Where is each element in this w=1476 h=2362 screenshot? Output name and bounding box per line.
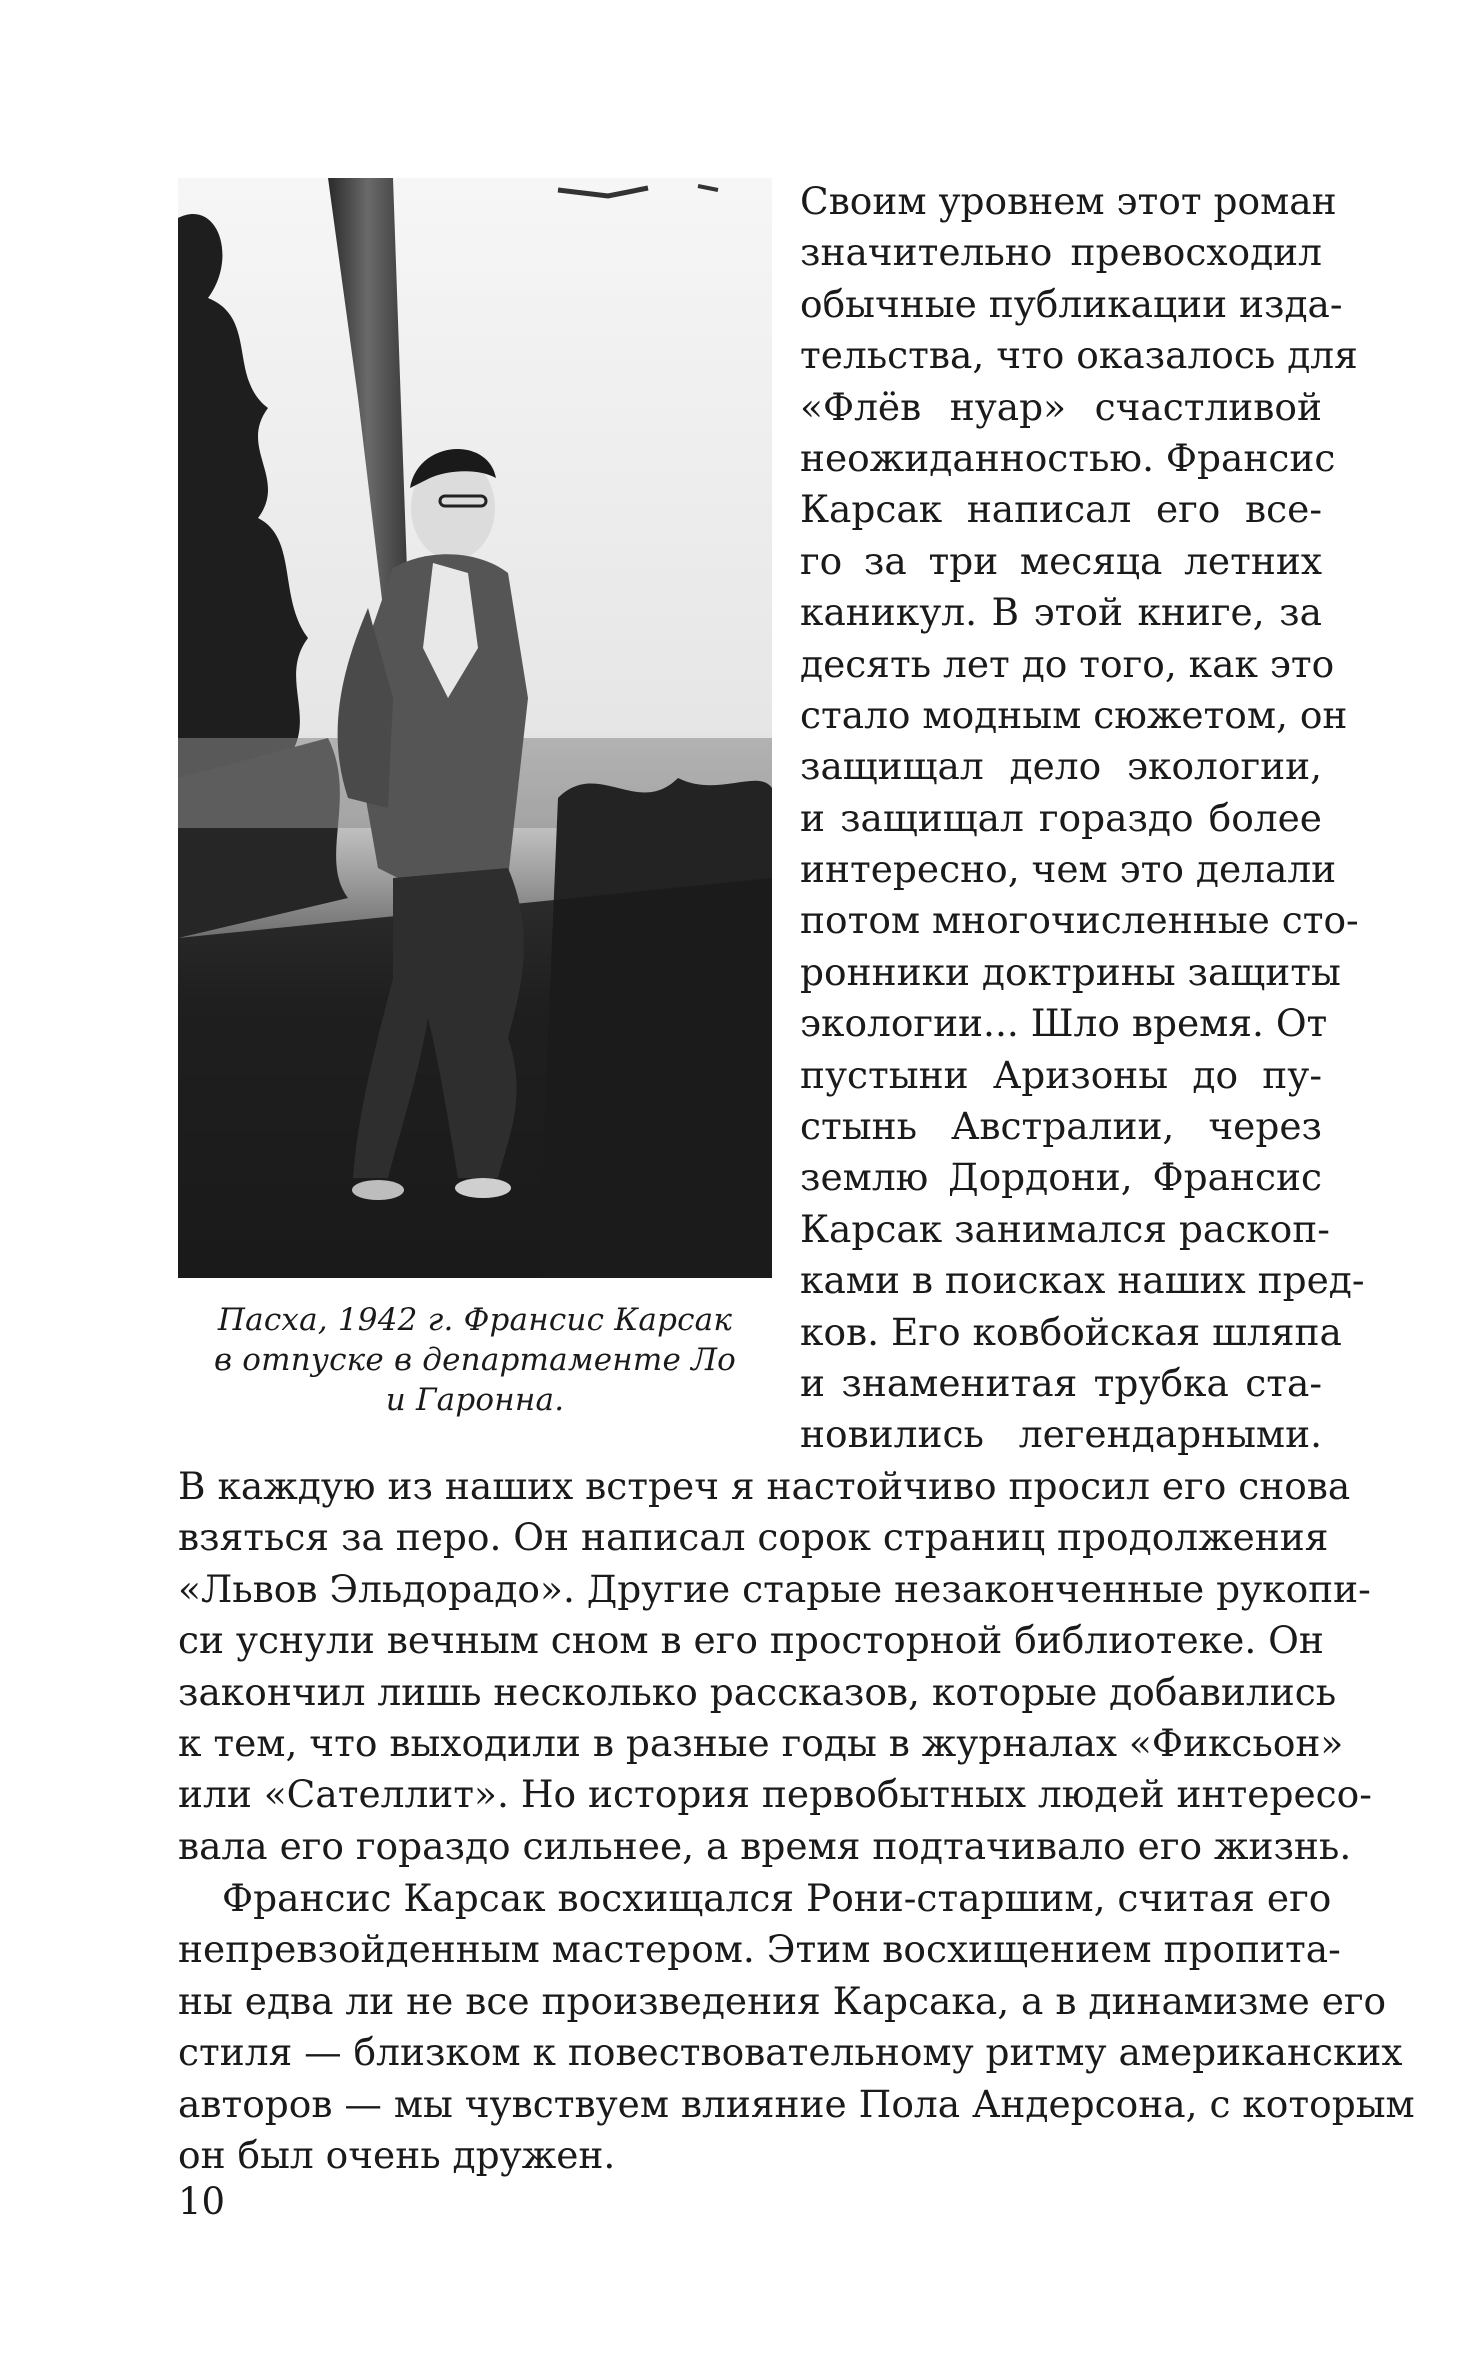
text-line: закончил лишь несколько рассказов, которые добавились	[178, 1669, 1337, 1714]
text-line: обычные публикации изда-	[800, 281, 1343, 326]
caption-line: в отпуске в департаменте Ло	[213, 1342, 737, 1378]
text-line: интересно, чем это делали	[800, 847, 1337, 892]
text-line: и знаменитая трубка ста-	[800, 1360, 1322, 1405]
text-line: стынь Австралии, через	[800, 1104, 1322, 1149]
text-line: он был очень дружен.	[178, 2132, 616, 2177]
text-line: новились легендарными.	[800, 1412, 1322, 1457]
text-line: тельства, что оказалось для	[800, 333, 1358, 378]
text-line: Своим уровнем этот роман	[800, 179, 1337, 223]
paragraph-1	[178, 1461, 1372, 1872]
text-line: Карсак написал его все-	[800, 487, 1322, 532]
text-line: авторов — мы чувствуем влияние Пола Андерсона, с которым	[178, 2081, 1415, 2126]
text-line: неожиданностью. Франсис	[800, 435, 1336, 480]
portrait-photo	[178, 178, 772, 1278]
text-line: десять лет до того, как это	[800, 641, 1335, 686]
text-line: ков. Его ковбойская шляпа	[800, 1309, 1342, 1354]
text-line: к тем, что выходили в разные годы в журналах «Фиксьон»	[178, 1720, 1344, 1765]
text-line: потом многочисленные сто-	[800, 898, 1359, 943]
text-line: или «Сателлит». Но история первобытных людей интересо-	[178, 1772, 1372, 1817]
text-line: си уснули вечным сном в его просторной библиотеке. Он	[178, 1618, 1324, 1663]
text-line: Франсис Карсак восхищался Рони-старшим, считая его	[222, 1876, 1332, 1920]
text-line: непревзойденным мастером. Этим восхищением пропита-	[178, 1927, 1341, 1972]
text-line: стало модным сюжетом, он	[800, 692, 1348, 737]
text-line: ронники доктрины защиты	[800, 949, 1341, 994]
text-line: ками в поисках наших пред-	[800, 1258, 1365, 1303]
text-line: «Флёв нуар» счастливой	[800, 384, 1322, 429]
paragraph-2	[178, 1873, 1415, 2181]
text-line: вала его гораздо сильнее, а время подтачивало его жизнь.	[178, 1823, 1352, 1868]
caption-line: и Гаронна.	[385, 1382, 565, 1418]
photo-caption	[178, 1300, 772, 1420]
text-line: каникул. В этой книге, за	[800, 590, 1322, 635]
caption-line: Пасха, 1942 г. Франсис Карсак	[217, 1302, 733, 1338]
text-line: стиля — близком к повествовательному ритму американских	[178, 2030, 1403, 2075]
text-line: В каждую из наших встреч я настойчиво просил его снова	[178, 1464, 1351, 1508]
text-line: ны едва ли не все произведения Карсака, а в динамизме его	[178, 1978, 1387, 2023]
column-text	[800, 176, 1365, 1461]
text-line: пустыни Аризоны до пу-	[800, 1052, 1322, 1097]
text-line: Карсак занимался раскоп-	[800, 1206, 1330, 1251]
text-line: защищал дело экологии,	[800, 744, 1322, 789]
text-line: и защищал гораздо более	[800, 795, 1322, 840]
text-line: экологии... Шло время. От	[800, 1001, 1328, 1046]
text-line: «Львов Эльдорадо». Другие старые незаконченные рукопи-	[178, 1566, 1371, 1611]
photo-illustration	[178, 178, 772, 1278]
text-line: значительно превосходил	[800, 230, 1322, 275]
text-line: го за три месяца летних	[800, 538, 1322, 583]
text-line: взяться за перо. Он написал сорок страниц продолжения	[178, 1515, 1329, 1560]
text-line: землю Дордони, Франсис	[800, 1155, 1322, 1200]
page-number: 10	[178, 2180, 226, 2223]
